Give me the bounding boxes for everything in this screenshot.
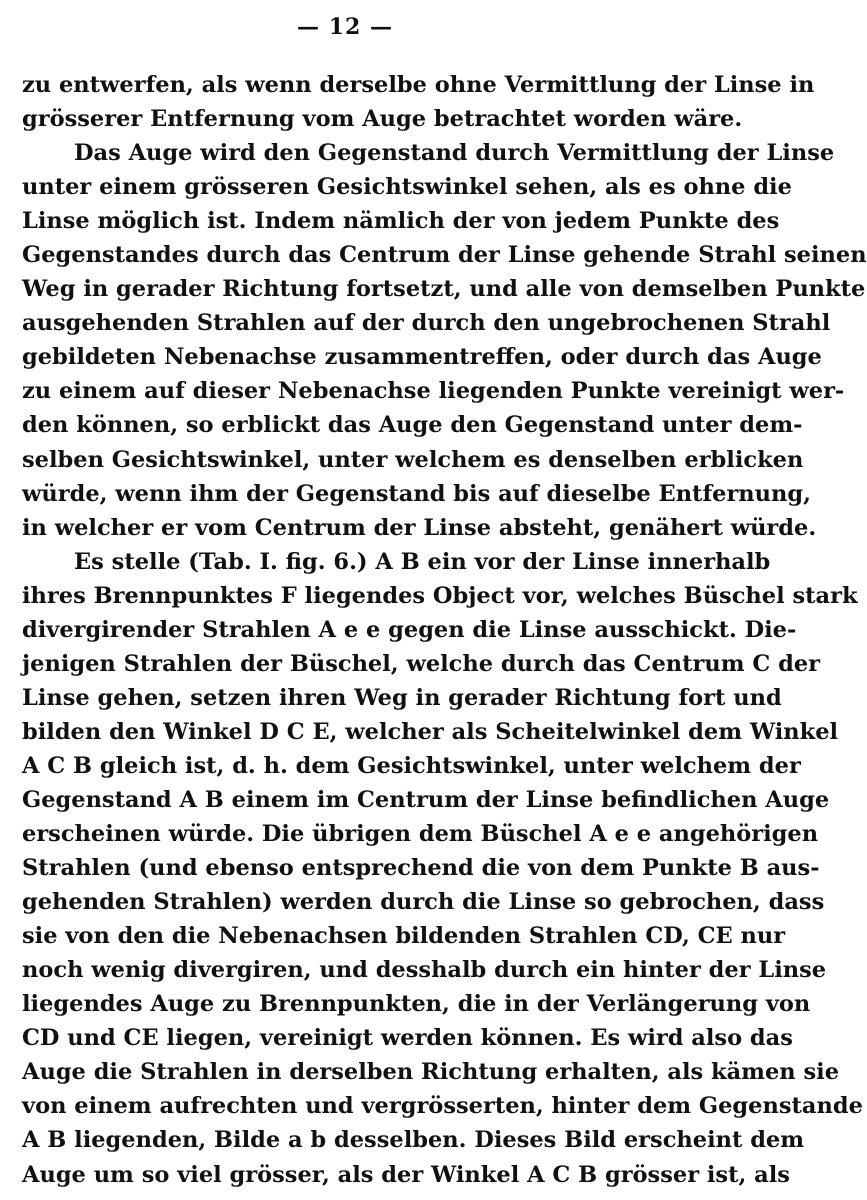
page-number: — 12 —: [297, 14, 393, 40]
text-line: Linse gehen, setzen ihren Weg in gerader Richtung fort und: [22, 684, 782, 711]
text-line: divergirender Strahlen A e e gegen die Linse ausschickt. Die-: [22, 616, 797, 643]
text-line: A C B gleich ist, d. h. dem Gesichtswinkel, unter welchem der: [22, 752, 801, 779]
text-line: A B liegenden, Bilde a b desselben. Dieses Bild erscheint dem: [22, 1127, 805, 1154]
text-line: zu entwerfen, als wenn derselbe ohne Vermittlung der Linse in: [22, 72, 815, 98]
text-line: grösserer Entfernung vom Auge betrachtet worden wäre.: [22, 106, 743, 133]
text-line: ihres Brennpunktes F liegendes Object vor, welches Büschel stark: [22, 582, 858, 609]
text-line: gehenden Strahlen) werden durch die Linse so gebrochen, dass: [22, 889, 825, 916]
body-text: [22, 68, 867, 1192]
text-line: Das Auge wird den Gegenstand durch Vermittlung der Linse: [74, 140, 835, 167]
paragraph-2: [22, 136, 867, 545]
text-line: erscheinen würde. Die übrigen dem Büschel A e e angehörigen: [22, 821, 819, 848]
paragraph-3: [22, 545, 863, 1192]
paragraph-1: [22, 68, 815, 136]
text-line: Auge die Strahlen in derselben Richtung erhalten, als kämen sie: [22, 1059, 840, 1086]
text-line: Gegenstand A B einem im Centrum der Linse befindlichen Auge: [22, 786, 830, 813]
text-line: gebildeten Nebenachse zusammentreffen, oder durch das Auge: [22, 344, 822, 371]
text-line: unter einem grösseren Gesichtswinkel sehen, als es ohne die: [22, 174, 792, 201]
text-line: sie von den die Nebenachsen bildenden Strahlen CD, CE nur: [22, 923, 786, 950]
text-line: selben Gesichtswinkel, unter welchem es denselben erblicken: [22, 446, 804, 473]
text-line: würde, wenn ihm der Gegenstand bis auf dieselbe Entfernung,: [22, 480, 811, 507]
text-line: Auge um so viel grösser, als der Winkel A C B grösser ist, als: [22, 1161, 790, 1188]
text-line: Weg in gerader Richtung fortsetzt, und alle von demselben Punkte: [22, 276, 866, 303]
text-line: den können, so erblickt das Auge den Gegenstand unter dem-: [22, 412, 803, 439]
text-line: Linse möglich ist. Indem nämlich der von jedem Punkte des: [22, 208, 780, 235]
text-line: CD und CE liegen, vereinigt werden können. Es wird also das: [22, 1025, 793, 1052]
text-line: Es stelle (Tab. I. fig. 6.) A B ein vor der Linse innerhalb: [74, 548, 771, 575]
text-line: liegendes Auge zu Brennpunkten, die in der Verlängerung von: [22, 991, 811, 1018]
text-line: ausgehenden Strahlen auf der durch den ungebrochenen Strahl: [22, 310, 831, 337]
text-line: jenigen Strahlen der Büschel, welche durch das Centrum C der: [22, 650, 821, 677]
text-line: von einem aufrechten und vergrösserten, hinter dem Gegenstande: [22, 1093, 863, 1120]
text-line: zu einem auf dieser Nebenachse liegenden Punkte vereinigt wer-: [22, 378, 845, 405]
text-line: in welcher er vom Centrum der Linse absteht, genähert würde.: [22, 514, 817, 541]
text-line: Gegenstandes durch das Centrum der Linse gehende Strahl seinen: [22, 242, 867, 269]
text-line: noch wenig divergiren, und desshalb durch ein hinter der Linse: [22, 957, 827, 984]
text-line: Strahlen (und ebenso entsprechend die von dem Punkte B aus-: [22, 855, 820, 882]
text-line: bilden den Winkel D C E, welcher als Scheitelwinkel dem Winkel: [22, 718, 839, 745]
